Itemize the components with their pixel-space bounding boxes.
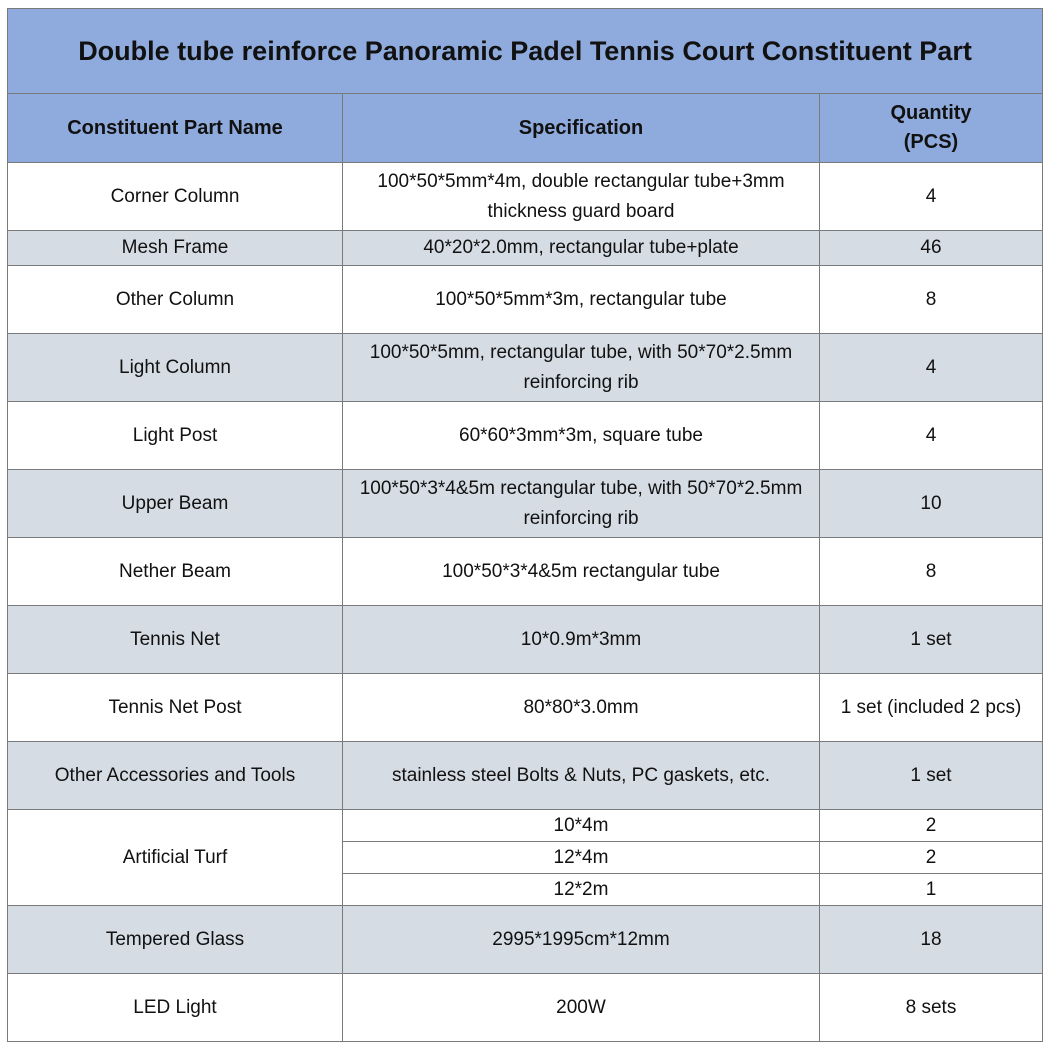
specification-cell: 100*50*5mm*3m, rectangular tube [343,266,820,334]
table-row [8,538,1043,606]
quantity-cell: 4 [820,334,1043,402]
specification-cell: 12*2m [343,874,820,906]
part-name-cell: Mesh Frame [8,231,343,266]
part-name-cell: Tempered Glass [8,906,343,974]
table-row [8,906,1043,974]
header-part-name: Constituent Part Name [8,94,343,163]
specification-cell: 100*50*5mm, rectangular tube, with 50*70*2.5mm reinforcing rib [343,334,820,402]
quantity-cell: 8 sets [820,974,1043,1042]
part-name-cell: Light Column [8,334,343,402]
part-name-cell: Upper Beam [8,470,343,538]
table-row [8,231,1043,266]
table-row [8,606,1043,674]
table-row [8,470,1043,538]
quantity-cell: 2 [820,810,1043,842]
header-quantity-line2: (PCS) [903,131,959,153]
part-name-cell: Other Column [8,266,343,334]
header-quantity [820,94,1043,163]
specification-cell: 10*4m [343,810,820,842]
table-title: Double tube reinforce Panoramic Padel Tennis Court Constituent Part [8,9,1043,94]
quantity-cell: 46 [820,231,1043,266]
specification-cell: 200W [343,974,820,1042]
quantity-cell: 1 [820,874,1043,906]
table-row [8,742,1043,810]
table-row [8,810,1043,842]
specification-cell: 40*20*2.0mm, rectangular tube+plate [343,231,820,266]
part-name-cell: Tennis Net [8,606,343,674]
table-row [8,402,1043,470]
quantity-cell: 4 [820,402,1043,470]
quantity-cell: 1 set [820,742,1043,810]
specification-cell: 2995*1995cm*12mm [343,906,820,974]
specification-cell: 60*60*3mm*3m, square tube [343,402,820,470]
parts-table [7,8,1043,1042]
specification-cell: 10*0.9m*3mm [343,606,820,674]
specification-cell: 100*50*5mm*4m, double rectangular tube+3mm thickness guard board [343,163,820,231]
part-name-cell: Corner Column [8,163,343,231]
part-name-cell: Artificial Turf [8,810,343,906]
quantity-cell: 10 [820,470,1043,538]
quantity-cell: 8 [820,266,1043,334]
table-row [8,334,1043,402]
quantity-cell: 1 set [820,606,1043,674]
part-name-cell: Tennis Net Post [8,674,343,742]
quantity-cell: 8 [820,538,1043,606]
specification-cell: 80*80*3.0mm [343,674,820,742]
specification-cell: 100*50*3*4&5m rectangular tube [343,538,820,606]
quantity-cell: 4 [820,163,1043,231]
quantity-cell: 2 [820,842,1043,874]
table-row [8,974,1043,1042]
part-name-cell: Nether Beam [8,538,343,606]
part-name-cell: Other Accessories and Tools [8,742,343,810]
specification-cell: 100*50*3*4&5m rectangular tube, with 50*70*2.5mm reinforcing rib [343,470,820,538]
part-name-cell: Light Post [8,402,343,470]
quantity-cell: 1 set (included 2 pcs) [820,674,1043,742]
header-specification: Specification [343,94,820,163]
table-row [8,163,1043,231]
header-quantity-line1: Quantity [890,102,972,124]
table-row [8,674,1043,742]
table-row [8,266,1043,334]
specification-cell: 12*4m [343,842,820,874]
quantity-cell: 18 [820,906,1043,974]
part-name-cell: LED Light [8,974,343,1042]
specification-cell: stainless steel Bolts & Nuts, PC gaskets, etc. [343,742,820,810]
